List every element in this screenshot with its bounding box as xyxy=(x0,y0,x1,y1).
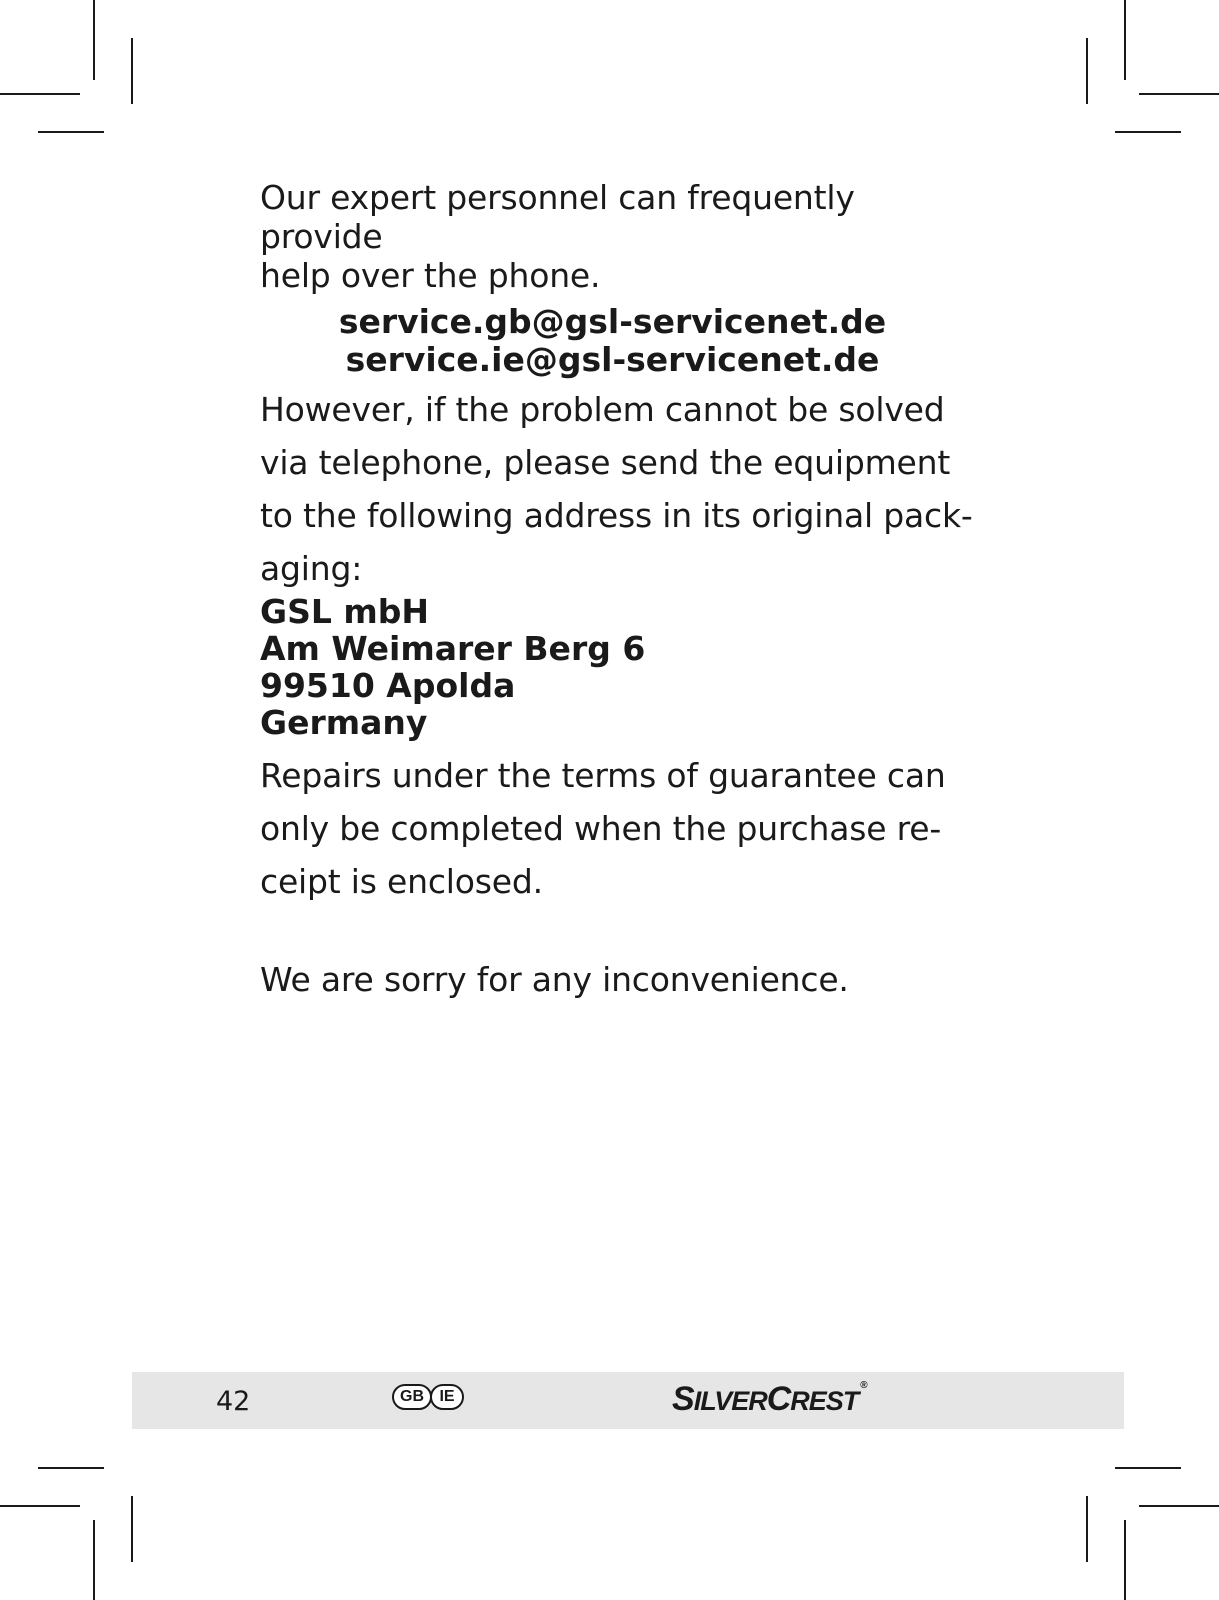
address-country: Germany xyxy=(260,703,428,742)
crop-mark xyxy=(93,0,95,80)
crop-mark xyxy=(0,1505,80,1507)
crop-mark xyxy=(1086,38,1088,104)
text-line: aging: xyxy=(260,549,363,588)
brand-logo: SILVERCREST® xyxy=(672,1380,867,1418)
apology-paragraph: We are sorry for any inconvenience. xyxy=(260,960,849,999)
country-badges xyxy=(392,1384,464,1410)
country-badge-gb: GB xyxy=(392,1384,432,1410)
spacer xyxy=(260,908,980,953)
intro-paragraph xyxy=(260,178,980,295)
crop-mark xyxy=(1086,1496,1088,1562)
page-footer xyxy=(132,1372,1124,1429)
page-number: 42 xyxy=(216,1386,251,1417)
text-line: ceipt is enclosed. xyxy=(260,862,543,901)
crop-mark xyxy=(1124,0,1126,80)
crop-mark xyxy=(38,131,104,133)
page-content xyxy=(260,178,980,1006)
email-gb: service.gb@gsl-servicenet.de xyxy=(338,302,887,341)
crop-mark xyxy=(1139,93,1219,95)
text-line: Our expert personnel can frequently provide xyxy=(260,178,855,256)
text-line: via telephone, please send the equipment xyxy=(260,443,951,482)
email-ie: service.ie@gsl-servicenet.de xyxy=(345,340,880,379)
address-company: GSL mbH xyxy=(260,592,429,631)
crop-mark xyxy=(1115,131,1181,133)
crop-mark xyxy=(1139,1505,1219,1507)
address-street: Am Weimarer Berg 6 xyxy=(260,629,646,668)
service-emails xyxy=(260,303,965,379)
text-line: Repairs under the terms of guarantee can xyxy=(260,756,946,795)
crop-mark xyxy=(1124,1520,1126,1600)
address-city: 99510 Apolda xyxy=(260,666,516,705)
crop-mark xyxy=(131,38,133,104)
text-line: However, if the problem cannot be solved xyxy=(260,390,945,429)
crop-mark xyxy=(131,1496,133,1562)
text-line: only be completed when the purchase re- xyxy=(260,809,942,848)
text-line: help over the phone. xyxy=(260,256,601,295)
text-line: to the following address in its original pack- xyxy=(260,496,973,535)
service-address xyxy=(260,593,980,741)
crop-mark xyxy=(0,93,80,95)
crop-mark xyxy=(38,1467,104,1469)
country-badge-ie: IE xyxy=(430,1384,464,1410)
guarantee-paragraph xyxy=(260,749,980,908)
crop-mark xyxy=(93,1520,95,1600)
crop-mark xyxy=(1115,1467,1181,1469)
shipping-paragraph xyxy=(260,383,980,595)
